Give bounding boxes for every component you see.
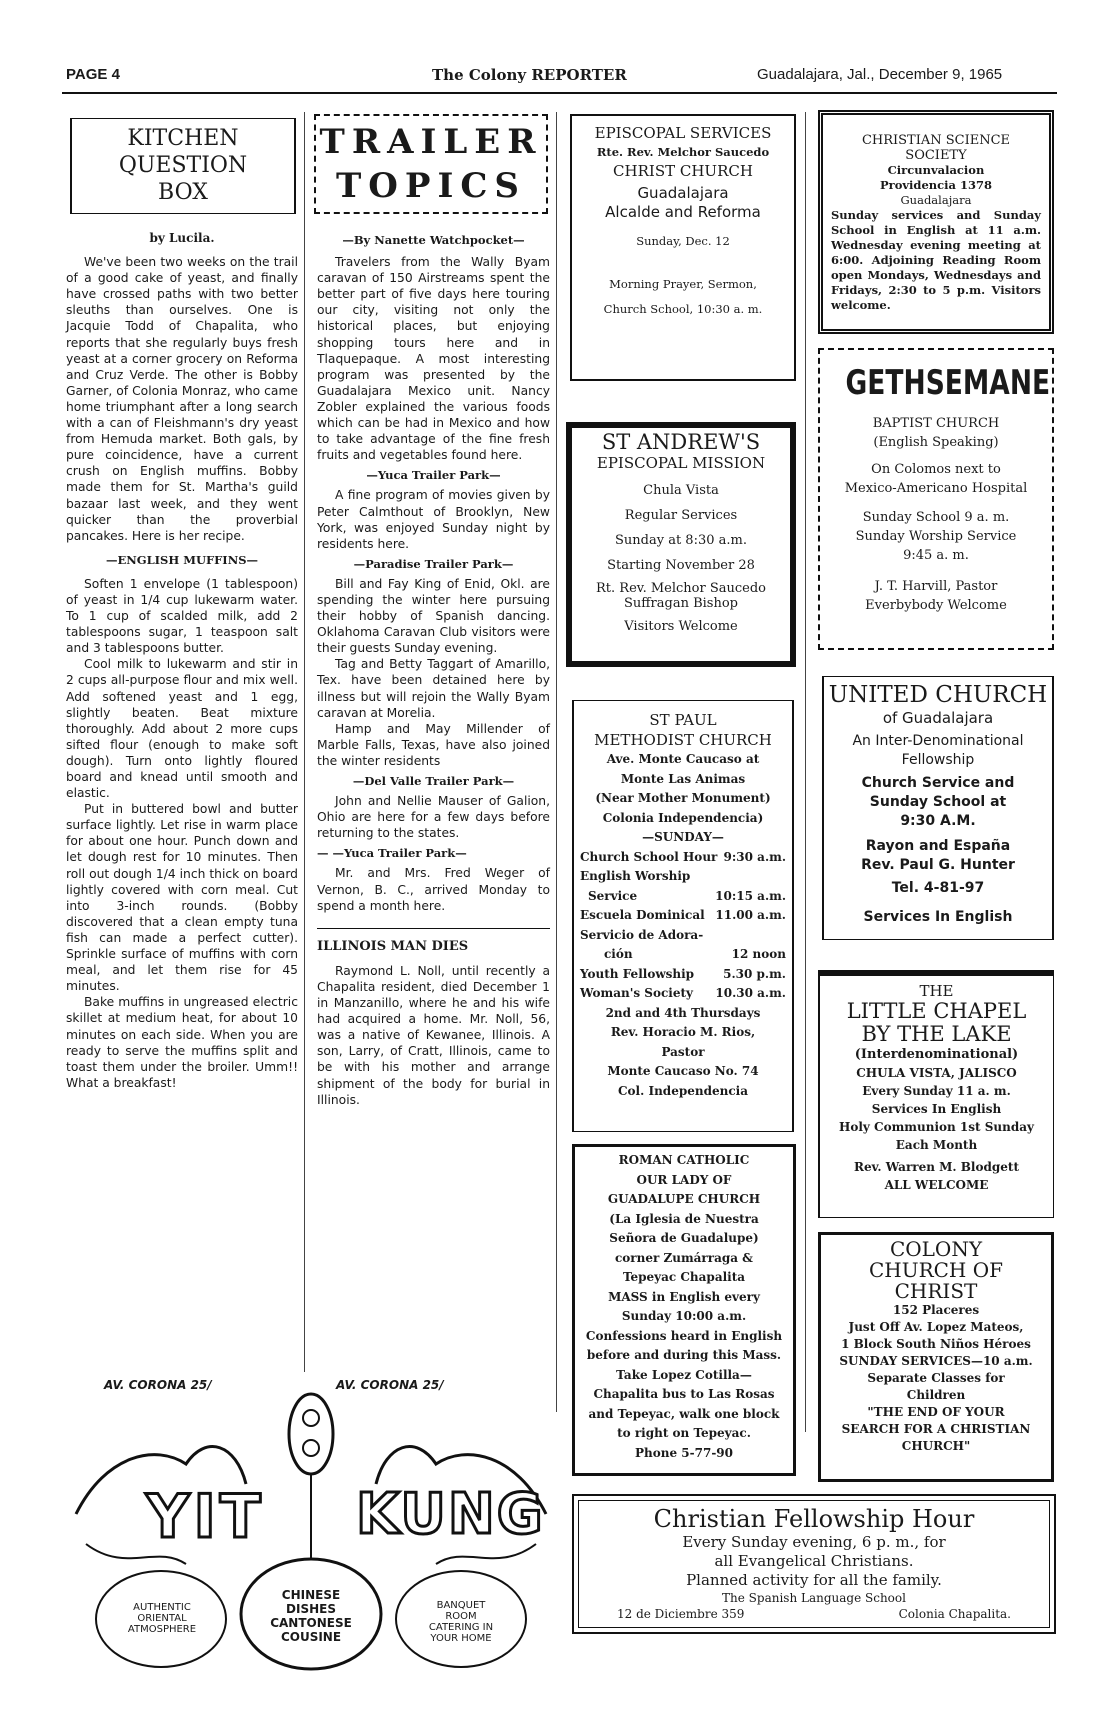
- ad-line: (La Iglesia de Nuestra: [609, 1211, 759, 1226]
- ad-line: 9:30 A.M.: [900, 813, 976, 829]
- illinois-article: Raymond L. Noll, until recently a Chapalita resident, died December 1 in Manzanillo, where he and his wife had acquired a home. Mr. Noll, 56, was a native of Kewanee, Illinois. A son, Larry, of Cratt, Illinois, came to be with his mother and arrange shipment of the body for burial in Illinois.: [317, 963, 550, 1107]
- ad-line: Sunday School 9 a. m.: [862, 510, 1010, 525]
- schedule-row: [580, 887, 786, 907]
- name-right: KUNG: [356, 1482, 545, 1547]
- ad-line: Take Lopez Cotilla—: [616, 1367, 752, 1382]
- trailer-paragraph: Tag and Betty Taggart of Amarillo, Tex. have been detained here by illness but will rejoin the Wally Byam caravan at Morelia.: [317, 657, 550, 720]
- ad-line: 2nd and 4th Thursdays: [605, 1005, 761, 1020]
- kitchen-intro: We've been two weeks on the trail of a good cake of yeast, and finally have crossed paths with two better sleuths than ourselves. One is Jacquie Todd of Chapalita, who reports that she regularly buys fresh yeast at a corner grocery on Reforma and Cruz Verde. The other is Bobby Garner, of Colonia Monraz, who came home triumphant after a long search with a can of Fleishmann's dry yeast from Hemuda market. Both gals, by pure coincidence, have a current crush on English muffins. Bobby made them for St. Martha's guild bazaar last week, and they went quicker than the proverbial pancakes. Here is her recipe.: [66, 255, 298, 543]
- ad-line: 152 Placeres: [892, 1303, 980, 1317]
- schedule-row: [580, 848, 786, 868]
- ad-line: Fellowship: [901, 752, 975, 768]
- ad-line: ST PAUL: [649, 711, 717, 729]
- schedule-label: Church School Hour: [580, 849, 718, 864]
- schedule-row: [580, 984, 786, 1004]
- recipe-paragraph: Put in buttered bowl and butter surface lightly. Let rise in warm place for about one hour. Punch down and let dough rest for 10 minutes. Then roll out dough 1/4 inch thick on board lightly covered with corn meal. Cut into 3-inch rounds. (Bobby discovered that a clean empty tuna fish can made a perfect cutter). Sprinkle surface of muffins with corn meal, and let them rise for 45 minutes.: [66, 802, 298, 994]
- col-divider: [556, 112, 557, 1412]
- ad-line: ALL WELCOME: [884, 1178, 989, 1192]
- street-right: AV. CORONA 25/: [336, 1378, 444, 1392]
- ad-line: Sunday, Dec. 12: [636, 234, 730, 248]
- roman-catholic-box: [572, 1144, 796, 1476]
- schedule-row: [580, 867, 786, 887]
- ad-line: Services In English: [863, 909, 1013, 925]
- ad-line: ST ANDREW'S: [601, 430, 761, 454]
- kitchen-title: BOX: [158, 180, 208, 205]
- ad-line: (Near Mother Monument): [595, 791, 771, 805]
- ad-line: Church Service and: [861, 775, 1015, 791]
- colony-church-box: [818, 1232, 1054, 1482]
- st-andrews-box: [566, 422, 796, 667]
- schedule-time: 10.30 a.m.: [715, 986, 786, 1000]
- ad-line: The Spanish Language School: [722, 1591, 906, 1605]
- ad-line: J. T. Harvill, Pastor: [874, 579, 998, 594]
- ad-line: Morning Prayer, Sermon,: [609, 277, 757, 291]
- schedule-label: English Worship: [580, 869, 691, 883]
- ad-line: Children: [906, 1388, 966, 1402]
- ad-line: Every Sunday 11 a. m.: [862, 1084, 1011, 1098]
- trailer-paragraph: Travelers from the Wally Byam caravan of 150 Airstreams spent the better part of five days here touring our city, visiting not only the historical places, but enjoying shopping tours here and in Tlaquepaque. A most interesting program was presented by the Guadalajara Mexico unit. Nancy Zobler explained the various foods which can be had in Mexico and how to take advantage of the fine fresh fruits and vegetables found here.: [317, 255, 550, 463]
- fellowship-address: 12 de Diciembre 359: [617, 1607, 745, 1621]
- ad-line: Pastor: [661, 1044, 705, 1059]
- lantern-right: BANQUET ROOM CATERING IN YOUR HOME: [428, 1600, 494, 1644]
- ad-line: Confessions heard in English: [585, 1328, 783, 1343]
- kitchen-title: QUESTION: [118, 153, 248, 178]
- ad-line: Providencia 1378: [880, 178, 992, 192]
- ad-line: Rayon and España: [865, 838, 1011, 854]
- recipe-paragraph: Bake muffins in ungreased electric skillet at medium heat, for about 10 minutes on each side. When you are ready to serve the muffins split and toast them under the broiler. Umm!! What a breakfast!: [66, 995, 298, 1090]
- name-left: YIT: [146, 1482, 265, 1552]
- ad-line: Rev. Paul G. Hunter: [861, 857, 1015, 873]
- ad-line: ROMAN CATHOLIC: [618, 1153, 750, 1167]
- ad-line: Tel. 4-81-97: [891, 880, 985, 896]
- ad-line: CHULA VISTA, JALISCO: [856, 1066, 1017, 1080]
- schedule-label: Escuela Dominical: [580, 908, 705, 922]
- schedule-label: Service: [588, 888, 638, 903]
- schedule-row: [580, 906, 786, 926]
- ad-line: Suffragan Bishop: [624, 596, 738, 611]
- fellowship-colonia: Colonia Chapalita.: [898, 1607, 1011, 1621]
- ad-line: Rev. Warren M. Blodgett: [854, 1160, 1019, 1174]
- ad-line: Rt. Rev. Melchor Saucedo: [596, 581, 766, 596]
- schedule-time: 5.30 p.m.: [723, 966, 786, 981]
- ad-line: Guadalajara: [637, 184, 729, 202]
- schedule-row: [580, 926, 786, 946]
- col-divider: [304, 112, 305, 1372]
- ad-line: Church School, 10:30 a. m.: [603, 302, 763, 316]
- episcopal-box: [570, 114, 796, 381]
- christian-science-box: [818, 110, 1054, 334]
- col-divider: [805, 112, 806, 1432]
- ad-line: Rte. Rev. Melchor Saucedo: [596, 145, 770, 159]
- schedule-time: 9:30 a.m.: [723, 849, 786, 864]
- fellowship-box: [572, 1494, 1056, 1634]
- ad-line: and Tepeyac, walk one block: [588, 1406, 780, 1421]
- ad-line: corner Zumárraga &: [614, 1250, 754, 1265]
- section-rule: [317, 928, 550, 929]
- trailer-title: TRAILER: [319, 122, 543, 162]
- ad-line: Tepeyac Chapalita: [622, 1270, 746, 1284]
- ad-line: THE: [919, 982, 954, 1000]
- united-church-box: [822, 676, 1054, 940]
- ad-line: GUADALUPE CHURCH: [607, 1192, 761, 1206]
- schedule-label: Woman's Society: [580, 986, 693, 1000]
- ad-line: Just Off Av. Lopez Mateos,: [848, 1320, 1024, 1334]
- ad-line: OUR LADY OF: [636, 1172, 732, 1187]
- lantern-mid: CHINESE DISHES CANTONESE COUSINE: [270, 1588, 352, 1644]
- recipe-paragraph: Cool milk to lukewarm and stir in 2 cups all-purpose flour and mix well. Add softened yeast and 1 egg, slightly beaten. Beat mixture thoroughly. Add about 2 more cups sifted flour (enough to make soft dough). Turn onto lightly floured board and knead until smooth and elastic.: [66, 657, 298, 801]
- ad-line: Services In English: [871, 1102, 1002, 1116]
- ad-line: CHURCH": [901, 1439, 971, 1453]
- kitchen-column: [66, 226, 298, 1091]
- schedule-row: [580, 945, 786, 965]
- lantern-left: AUTHENTIC ORIENTAL ATMOSPHERE: [127, 1602, 197, 1635]
- ad-line: Holy Communion 1st Sunday: [839, 1120, 1034, 1134]
- schedule-label: ción: [604, 947, 633, 961]
- ad-line: —SUNDAY—: [642, 830, 724, 844]
- ad-line: CHRISTIAN SCIENCE: [861, 133, 1011, 148]
- ad-line: before and during this Mass.: [586, 1348, 782, 1362]
- recipe-title: —ENGLISH MUFFINS—: [105, 552, 259, 567]
- ad-line: Sunday 10:00 a.m.: [621, 1309, 747, 1323]
- illinois-title: ILLINOIS MAN DIES: [317, 938, 469, 954]
- schedule-label: Youth Fellowship: [580, 966, 695, 981]
- ad-line: Sunday at 8:30 a.m.: [615, 533, 747, 548]
- trailer-subhead: —Paradise Trailer Park—: [353, 556, 514, 571]
- ad-line: Sunday School at: [869, 794, 1007, 810]
- schedule-label: Servicio de Adora-: [580, 927, 704, 942]
- ad-line: of Guadalajara: [882, 709, 994, 727]
- ad-line: Every Sunday evening, 6 p. m., for: [682, 1533, 946, 1551]
- ad-line: (English Speaking): [873, 435, 999, 450]
- trailer-title-box: [314, 114, 548, 214]
- ad-line: Monte Caucaso No. 74: [607, 1064, 759, 1078]
- ad-line: LITTLE CHAPEL: [846, 999, 1027, 1023]
- paper-title: The Colony REPORTER: [432, 66, 627, 84]
- trailer-subhead: — —Yuca Trailer Park—: [317, 846, 467, 861]
- gethsemane-box: [818, 348, 1054, 650]
- ad-line: CHURCH OF: [868, 1258, 1004, 1282]
- ad-line: GETHSEMANE: [845, 363, 1051, 403]
- ad-line: Colonia Independencia): [602, 810, 764, 825]
- trailer-subhead: —Yuca Trailer Park—: [366, 468, 501, 483]
- trailer-subhead: —Del Valle Trailer Park—: [352, 774, 515, 788]
- ad-line: MASS in English every: [608, 1289, 760, 1304]
- ad-line: Chula Vista: [643, 483, 719, 498]
- ad-line: (Interdenominational): [854, 1047, 1019, 1062]
- kitchen-title-box: [70, 118, 296, 214]
- trailer-byline: —By Nanette Watchpocket—: [342, 233, 525, 247]
- ad-line: Regular Services: [624, 508, 738, 523]
- ad-line: BY THE LAKE: [861, 1022, 1012, 1046]
- ad-line: 1 Block South Niños Héroes: [841, 1337, 1031, 1351]
- ad-line: Separate Classes for: [867, 1371, 1005, 1385]
- ad-line: Visitors Welcome: [624, 619, 738, 634]
- ad-line: Circunvalacion: [887, 163, 985, 177]
- trailer-paragraph: John and Nellie Mauser of Galion, Ohio are here for a few days before returning to the states.: [317, 794, 550, 841]
- dateline: Guadalajara, Jal., December 9, 1965: [757, 66, 1003, 83]
- schedule-time: 10:15 a.m.: [715, 888, 786, 903]
- ad-line: EPISCOPAL MISSION: [596, 454, 766, 472]
- fellowship-title: Christian Fellowship Hour: [653, 1505, 975, 1533]
- trailer-paragraph: A fine program of movies given by Peter Calmthout of Brooklyn, New York, was enjoyed Sunday night by residents here.: [317, 488, 550, 551]
- ad-line: Chapalita bus to Las Rosas: [593, 1387, 775, 1401]
- kitchen-title: KITCHEN: [127, 126, 239, 151]
- ad-line: Rev. Horacio M. Rios,: [610, 1025, 756, 1039]
- ad-line: Alcalde and Reforma: [605, 203, 761, 221]
- ad-line: METHODIST CHURCH: [594, 730, 772, 749]
- header-rule: [62, 92, 1057, 94]
- ad-line: to right on Tepeyac.: [617, 1426, 751, 1440]
- ad-line: Guadalajara: [900, 193, 972, 207]
- ad-line: Planned activity for all the family.: [686, 1571, 942, 1589]
- ad-line: On Colomos next to: [871, 462, 1001, 477]
- ad-line: "THE END OF YOUR: [867, 1405, 1005, 1419]
- ad-line: UNITED CHURCH: [828, 682, 1048, 708]
- trailer-title: TOPICS: [335, 166, 526, 206]
- ad-line: all Evangelical Christians.: [714, 1552, 914, 1570]
- ad-line: Sunday Worship Service: [855, 529, 1017, 544]
- trailer-column: [317, 228, 550, 1108]
- fellowship-address-row: [597, 1606, 1031, 1622]
- ad-line: Starting November 28: [607, 558, 755, 573]
- little-chapel-box: [818, 970, 1054, 1218]
- ad-line: Sunday services and Sunday School in English at 11 a.m. Wednesday evening meeting at 6:00. Adjoining Reading Room open Mondays, Wednesdays and Fridays, 2:30 to 5 p.m. Visitors welcome.: [831, 208, 1041, 312]
- trailer-paragraph: Hamp and May Millender of Marble Falls, Texas, have also joined the winter residents: [317, 721, 550, 768]
- kitchen-byline: by Lucila.: [149, 231, 215, 245]
- ad-line: BAPTIST CHURCH: [872, 416, 1000, 431]
- trailer-paragraph: Bill and Fay King of Enid, Okl. are spending the winter here pursuing their hobby of Spanish dancing. Oklahoma Caravan Club visitors were their guests Sunday evening.: [317, 576, 550, 656]
- ad-line: Everbybody Welcome: [865, 598, 1007, 613]
- ad-line: Ave. Monte Caucaso at: [606, 752, 760, 766]
- ad-line: CHRIST CHURCH: [613, 162, 753, 180]
- recipe-paragraph: Soften 1 envelope (1 tablespoon) of yeast in 1/4 cup lukewarm water. To 1 cup of scalded milk, add 2 tablespoons sugar, 1 teaspoon salt and 3 tablespoons butter.: [66, 576, 298, 656]
- schedule-time: 11.00 a.m.: [715, 908, 786, 922]
- ad-line: Señora de Guadalupe): [609, 1231, 759, 1245]
- schedule-row: [580, 965, 786, 985]
- ad-line: Col. Independencia: [618, 1083, 748, 1098]
- ad-line: COLONY: [889, 1237, 983, 1261]
- ad-line: Each Month: [895, 1138, 978, 1152]
- ad-line: SEARCH FOR A CHRISTIAN: [841, 1422, 1031, 1436]
- ad-line: SUNDAY SERVICES—10 a.m.: [839, 1354, 1033, 1368]
- st-paul-box: [572, 700, 794, 1132]
- schedule-time: 12 noon: [731, 947, 786, 961]
- ad-line: CHRIST: [894, 1279, 978, 1303]
- street-left: AV. CORONA 25/: [104, 1378, 212, 1392]
- trailer-paragraph: Mr. and Mrs. Fred Weger of Vernon, B. C., arrived Monday to spend a month here.: [317, 866, 550, 913]
- ad-line: EPISCOPAL SERVICES: [594, 124, 772, 142]
- ad-line: 9:45 a. m.: [903, 548, 969, 563]
- yit-kung-ad: [66, 1374, 556, 1684]
- ad-line: Mexico-Americano Hospital: [844, 481, 1028, 496]
- page-number: PAGE 4: [66, 66, 120, 83]
- ad-line: Monte Las Animas: [620, 771, 746, 786]
- ad-line: An Inter-Denominational: [852, 733, 1024, 749]
- ad-line: Phone 5-77-90: [635, 1445, 733, 1460]
- ad-line: SOCIETY: [905, 148, 967, 163]
